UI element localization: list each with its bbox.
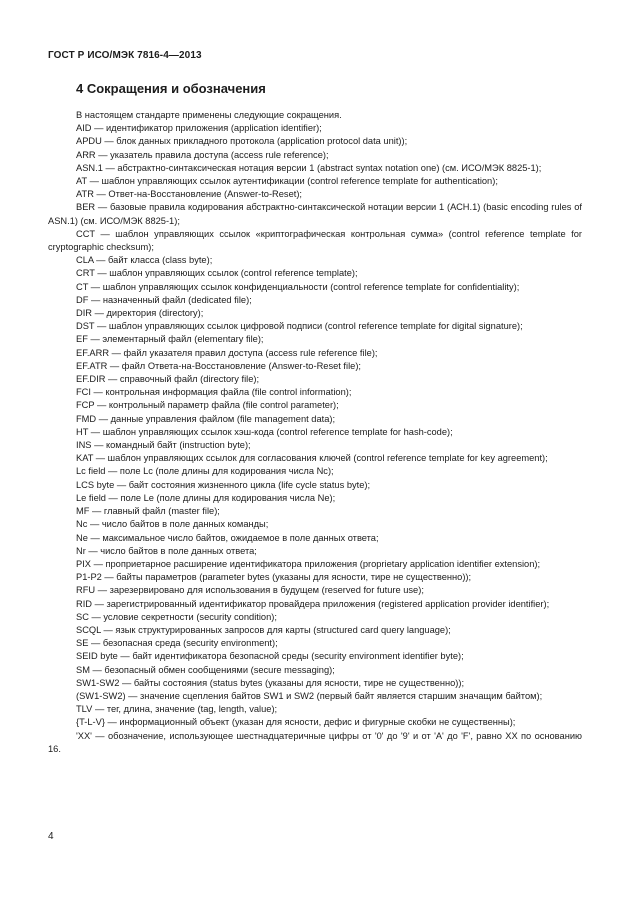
abbr-entry: HT — шаблон управляющих ссылок хэш-кода (control reference template for hash-code); [76,426,453,437]
abbr-entry: P1-P2 — байты параметров (parameter bytes (указаны для ясности, тире не существенно)); [76,572,472,583]
abbr-entry: CRT — шаблон управляющих ссылок (control reference template); [76,268,358,279]
abbr-entry: SEID byte — байт идентификатора безопасной среды (security environment identifier byte); [76,651,464,662]
abbreviations-list [48,109,582,756]
abbr-entry: TLV — тег, длина, значение (tag, length, value); [76,704,278,715]
intro-text: В настоящем стандарте применены следующие сокращения. [76,110,342,120]
abbr-entry: {T-L-V} — информационный объект (указан для ясности, дефис и фигурные скобки не существенны); [76,717,516,728]
abbr-entry: DST — шаблон управляющих ссылок цифровой подписи (control reference template for digital signature); [76,321,523,332]
abbr-entry: SE — безопасная среда (security environment); [76,638,278,649]
abbr-entry: CLA — байт класса (class byte); [76,255,213,266]
abbr-entry: SW1-SW2 — байты состояния (status bytes (указаны для ясности, тире не существенно)); [76,677,465,688]
abbr-entry: (SW1-SW2) — значение сцепления байтов SW1 и SW2 (первый байт является старшим значащим байтом); [76,690,543,701]
abbr-entry: EF — элементарный файл (elementary file); [76,334,264,345]
abbr-entry: AID — идентификатор приложения (application identifier); [76,123,322,134]
section-title: 4 Сокращения и обозначения [76,81,266,96]
abbr-entry: EF.DIR — справочный файл (directory file); [76,374,260,385]
abbr-entry: Nr — число байтов в поле данных ответа; [76,545,257,556]
abbr-entry: CT — шаблон управляющих ссылок конфиденциальности (control reference template for confidentiality); [76,281,520,292]
abbr-entry: ATR — Ответ-на-Восстановление (Answer-to-Reset); [76,189,303,200]
abbr-entry: ARR — указатель правила доступа (access rule reference); [76,149,329,160]
abbr-entry: RFU — зарезервировано для использования в будущем (reserved for future use); [76,585,424,596]
abbr-entry: MF — главный файл (master file); [76,506,220,517]
abbr-entry: KAT — шаблон управляющих ссылок для согласования ключей (control reference template for key agreement); [76,453,548,464]
abbr-entry: BER — базовые правила кодирования абстрактно-синтаксической нотации версии 1 (АСН.1) (basic encoding rules of ASN.1) (см. ИСО/МЭК 8825-1); [48,202,582,226]
abbr-entry: FCI — контрольная информация файла (file control information); [76,387,352,398]
abbr-entry: PIX — проприетарное расширение идентификатора приложения (proprietary application identifier extension); [76,558,541,569]
document-header: ГОСТ Р ИСО/МЭК 7816-4—2013 [48,50,202,61]
abbr-entry: Ne — максимальное число байтов, ожидаемое в поле данных ответа; [76,532,379,543]
abbr-entry: ASN.1 — абстрактно-синтаксическая нотация версии 1 (abstract syntax notation one) (см. ИСО/МЭК 8825-1); [76,162,542,173]
abbr-entry: CCT — шаблон управляющих ссылок «криптографическая контрольная сумма» (control reference template for cryptographic checksum); [48,228,582,253]
abbr-entry: Nc — число байтов в поле данных команды; [76,519,269,530]
abbr-entry: SC — условие секретности (security condition); [76,611,277,622]
abbr-entry: DIR — директория (directory); [76,308,204,319]
abbr-entry: RID — зарегистрированный идентификатор провайдера приложения (registered application provider identifier); [76,598,550,609]
abbr-entry: DF — назначенный файл (dedicated file); [76,294,252,305]
abbr-entry: EF.ARR — файл указателя правил доступа (access rule reference file); [76,347,378,358]
abbr-entry: AT — шаблон управляющих ссылок аутентификации (control reference template for authentication); [76,176,498,187]
abbr-entry: SM — безопасный обмен сообщениями (secure messaging); [76,664,335,675]
abbr-entry: SCQL — язык структурированных запросов для карты (structured card query language); [76,624,451,635]
abbr-entry: EF.ATR — файл Ответа-на-Восстановление (Answer-to-Reset file); [76,360,361,371]
abbr-entry: APDU — блок данных прикладного протокола (application protocol data unit)); [76,136,408,147]
abbr-entry: Le field — поле Le (поле длины для кодирования числа Ne); [76,492,336,503]
abbr-entry: INS — командный байт (instruction byte); [76,440,251,451]
abbr-entry: 'XX' — обозначение, использующее шестнадцатеричные цифры от '0' до '9' и от 'A' до 'F', равно XX по основанию 16. [48,730,582,754]
abbr-entry: FCP — контрольный параметр файла (file control parameter); [76,400,339,411]
abbr-entry: FMD — данные управления файлом (file management data); [76,413,336,424]
abbr-entry: LCS byte — байт состояния жизненного цикла (life cycle status byte); [76,479,371,490]
abbr-entry: Lc field — поле Lc (поле длины для кодирования числа Nc); [76,466,334,477]
page-number: 4 [48,831,54,842]
